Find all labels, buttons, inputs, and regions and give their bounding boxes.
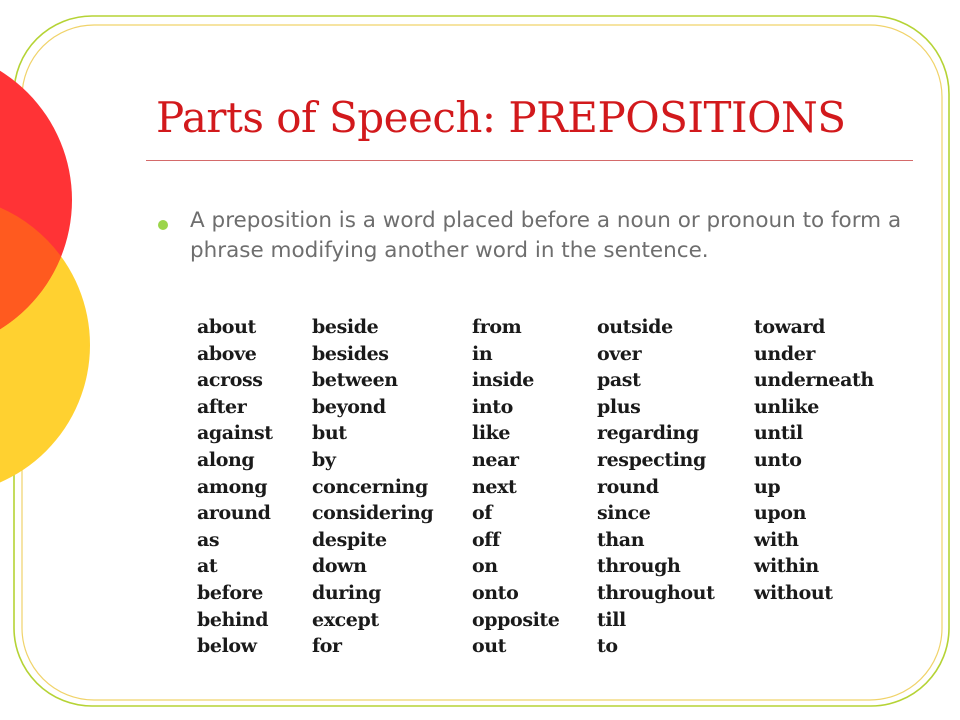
preposition-word: about — [197, 316, 256, 338]
preposition-word: like — [472, 422, 511, 445]
preposition-word: without — [754, 581, 833, 604]
preposition-word: before — [197, 581, 263, 604]
preposition-word: opposite — [472, 608, 560, 631]
preposition-word: above — [197, 342, 257, 365]
preposition-word: till — [597, 608, 626, 631]
preposition-word: near — [472, 448, 519, 471]
preposition-word: behind — [197, 608, 269, 631]
preposition-word: at — [197, 555, 218, 578]
title-divider — [146, 160, 913, 161]
preposition-word: inside — [472, 369, 534, 392]
preposition-word: out — [472, 635, 507, 658]
preposition-word: respecting — [597, 448, 706, 471]
preposition-word: plus — [597, 395, 641, 418]
preposition-word: beyond — [312, 395, 386, 418]
preposition-word: among — [197, 475, 268, 498]
preposition-word: but — [312, 422, 347, 445]
preposition-word: concerning — [312, 475, 428, 498]
bullet-text: A preposition is a word placed before a noun or pronoun to form a phrase modifying another word in the sentence. — [190, 208, 902, 263]
preposition-column-4 — [597, 314, 714, 660]
preposition-word: upon — [754, 502, 806, 525]
preposition-column-2 — [312, 314, 433, 660]
preposition-word: past — [597, 369, 641, 392]
preposition-word: to — [597, 635, 618, 658]
preposition-word: with — [754, 528, 799, 551]
preposition-word: as — [197, 528, 220, 551]
preposition-word: outside — [597, 316, 673, 338]
preposition-word: throughout — [597, 581, 715, 604]
preposition-word: considering — [312, 502, 434, 525]
preposition-word: into — [472, 395, 513, 418]
preposition-word: for — [312, 635, 342, 658]
preposition-word: up — [754, 475, 781, 498]
preposition-word: until — [754, 422, 803, 445]
preposition-column-1 — [197, 314, 273, 660]
preposition-word: over — [597, 342, 642, 365]
preposition-word: than — [597, 528, 645, 551]
preposition-word: along — [197, 448, 255, 471]
preposition-word: during — [312, 581, 382, 604]
preposition-word: despite — [312, 528, 387, 551]
preposition-word: in — [472, 342, 493, 365]
preposition-word: on — [472, 555, 498, 578]
preposition-word: onto — [472, 581, 519, 604]
preposition-word: next — [472, 475, 517, 498]
preposition-word: after — [197, 395, 247, 418]
preposition-word: except — [312, 608, 379, 631]
preposition-word: unto — [754, 448, 802, 471]
preposition-word: by — [312, 448, 336, 471]
preposition-word: across — [197, 369, 263, 392]
preposition-word: of — [472, 502, 493, 525]
bullet-dot-icon — [158, 220, 168, 230]
preposition-word: between — [312, 369, 398, 392]
preposition-column-5 — [754, 314, 874, 607]
preposition-word: through — [597, 555, 681, 578]
preposition-word: below — [197, 635, 257, 658]
preposition-word: besides — [312, 342, 389, 365]
preposition-column-3 — [472, 314, 560, 660]
preposition-word: down — [312, 555, 367, 578]
preposition-word: unlike — [754, 395, 819, 418]
preposition-word: since — [597, 502, 651, 525]
slide-title: Parts of Speech: PREPOSITIONS — [156, 93, 846, 142]
preposition-word: around — [197, 502, 271, 525]
preposition-word: round — [597, 475, 659, 498]
preposition-word: under — [754, 342, 816, 365]
preposition-word: within — [754, 555, 819, 578]
preposition-word: regarding — [597, 422, 699, 445]
preposition-word: beside — [312, 316, 379, 338]
preposition-word: off — [472, 528, 500, 551]
preposition-word: underneath — [754, 369, 874, 392]
preposition-word: from — [472, 316, 522, 338]
preposition-word: against — [197, 422, 273, 445]
preposition-word: toward — [754, 316, 826, 338]
